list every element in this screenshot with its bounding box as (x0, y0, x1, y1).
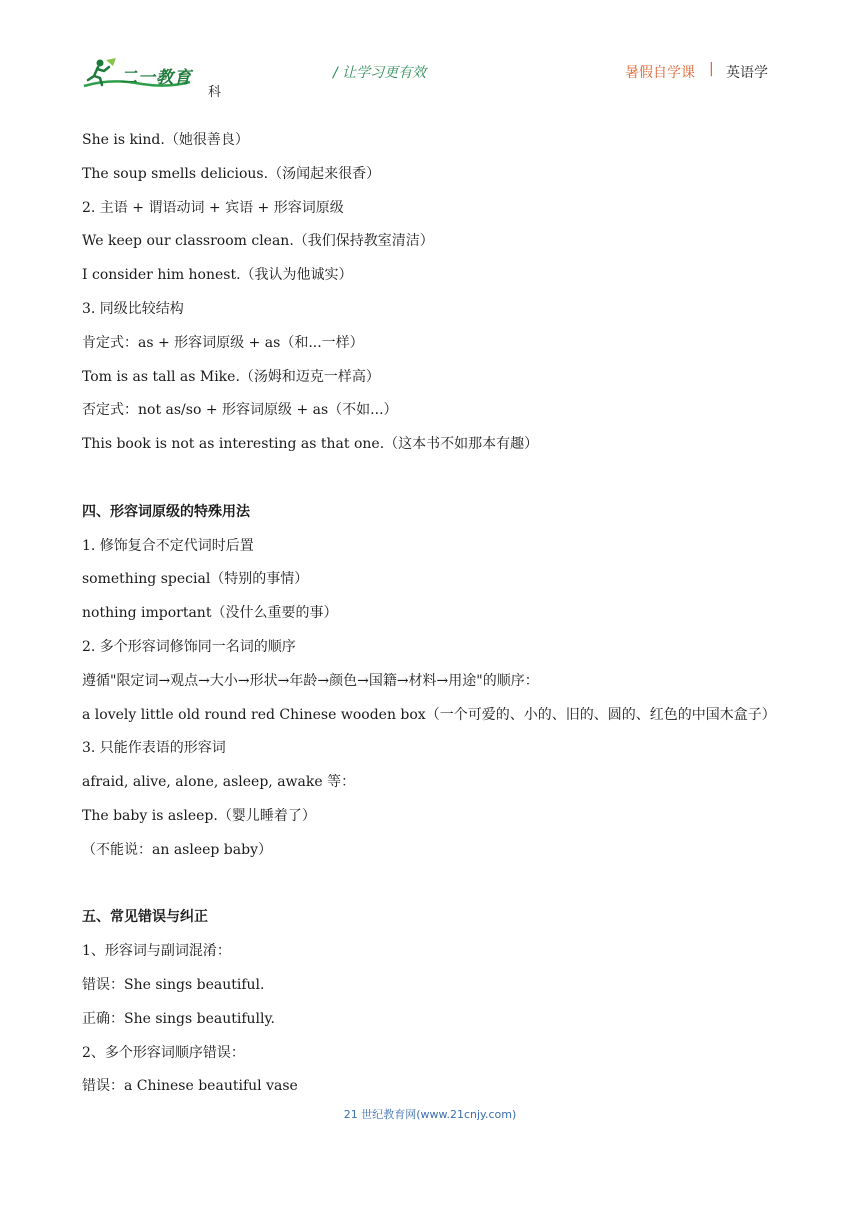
text-line: afraid, alive, alone, asleep, awake 等： (82, 774, 356, 791)
page-footer: 21 世纪教育网(www.21cnjy.com) (343, 1108, 517, 1121)
section-heading: 五、常见错误与纠正 (82, 909, 208, 926)
subject-label: 英语学 (726, 65, 768, 81)
text-line: 2. 多个形容词修饰同一名词的顺序 (82, 638, 296, 655)
text-line: 正确：She sings beautifully. (82, 1010, 275, 1027)
text-line: 遵循"限定词→观点→大小→形状→年龄→颜色→国籍→材料→用途"的顺序： (82, 672, 539, 689)
page-header (0, 0, 860, 110)
text-line: （不能说：an asleep baby） (82, 841, 272, 858)
subject-tail: 科 (208, 85, 222, 100)
text-line: something special（特别的事情） (82, 571, 309, 588)
text-line: 肯定式：as + 形容词原级 + as（和...一样） (82, 334, 364, 351)
text-line: This book is not as interesting as that one.（这本书不如那本有趣） (82, 436, 539, 453)
text-line: 1、形容词与副词混淆： (82, 943, 231, 960)
text-line: 2. 主语 + 谓语动词 + 宾语 + 形容词原级 (82, 199, 344, 216)
text-line: 错误：a Chinese beautiful vase (82, 1078, 298, 1095)
blank-line (82, 467, 782, 501)
text-line: 错误：She sings beautiful. (82, 976, 265, 993)
logo-text: 二一教育 (120, 68, 192, 88)
text-line: The soup smells delicious.（汤闻起来很香） (82, 165, 381, 182)
document-body (82, 129, 782, 1109)
text-line: We keep our classroom clean.（我们保持教室清洁） (82, 233, 434, 250)
slogan: / 让学习更有效 (333, 65, 427, 81)
text-line: I consider him honest.（我认为他诚实） (82, 267, 353, 284)
course-label: 暑假自学课 (625, 65, 695, 81)
blank-line (82, 873, 782, 907)
header-separator: | (709, 61, 714, 77)
text-line: 1. 修饰复合不定代词时后置 (82, 537, 254, 554)
text-line: 2、多个形容词顺序错误： (82, 1044, 245, 1061)
text-line: Tom is as tall as Mike.（汤姆和迈克一样高） (82, 368, 380, 385)
text-line: The baby is asleep.（婴儿睡着了） (82, 807, 316, 824)
section-heading: 四、形容词原级的特殊用法 (82, 503, 250, 520)
text-line: 3. 同级比较结构 (82, 300, 184, 317)
text-line: 3. 只能作表语的形容词 (82, 740, 226, 757)
text-line: She is kind.（她很善良） (82, 132, 249, 148)
text-line: 否定式：not as/so + 形容词原级 + as（不如...） (82, 402, 398, 419)
text-line: nothing important（没什么重要的事） (82, 605, 338, 622)
text-line: a lovely little old round red Chinese wooden box（一个可爱的、小的、旧的、圆的、红色的中国木盒子） (82, 706, 776, 723)
